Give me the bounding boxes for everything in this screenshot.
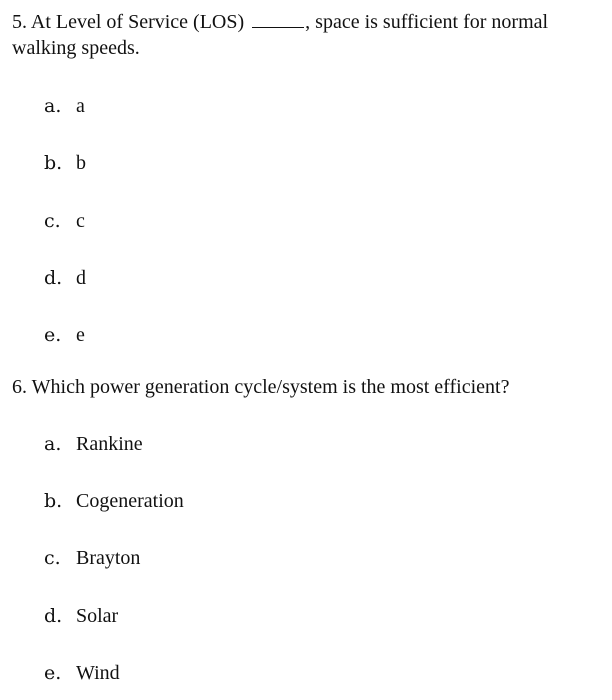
q5-option-c[interactable] xyxy=(44,208,85,234)
q6-option-e-letter: e. xyxy=(44,662,62,684)
q6-option-a-text: Rankine xyxy=(76,433,143,455)
q5-option-b-text: b xyxy=(76,152,86,174)
q5-option-b[interactable] xyxy=(44,150,86,176)
q6-option-c-letter: c. xyxy=(44,547,61,569)
q5-option-d-letter: d. xyxy=(44,267,63,289)
q5-option-d-text: d xyxy=(76,267,86,289)
q6-option-d-letter: d. xyxy=(44,605,63,627)
q5-option-d[interactable] xyxy=(44,265,86,291)
question-5-text-before-blank: 5. At Level of Service (LOS) xyxy=(12,11,250,33)
q5-option-c-letter: c. xyxy=(44,210,61,232)
q5-option-e[interactable] xyxy=(44,322,85,348)
q6-option-e[interactable] xyxy=(44,660,120,686)
q6-option-d[interactable] xyxy=(44,603,118,629)
q5-option-a[interactable] xyxy=(44,93,85,119)
q6-option-b-letter: b. xyxy=(44,490,63,512)
q6-option-a[interactable] xyxy=(44,431,143,457)
q5-option-e-letter: e. xyxy=(44,324,62,346)
q6-option-b[interactable] xyxy=(44,488,184,514)
question-6-prompt: 6. Which power generation cycle/system is the most efficient? xyxy=(12,376,510,398)
q5-option-a-letter: a. xyxy=(44,95,62,117)
question-5-prompt xyxy=(12,9,608,61)
q5-option-b-letter: b. xyxy=(44,152,63,174)
q6-option-a-letter: a. xyxy=(44,433,62,455)
q6-option-e-text: Wind xyxy=(76,662,120,684)
question-5-text-after-blank: , space is sufficient for normal walking speeds. xyxy=(12,11,549,59)
q6-option-d-text: Solar xyxy=(76,605,119,627)
q5-option-e-text: e xyxy=(76,324,85,346)
q6-option-c[interactable] xyxy=(44,545,140,571)
q6-option-b-text: Cogeneration xyxy=(76,490,184,512)
fill-in-blank xyxy=(252,13,304,28)
q5-option-a-text: a xyxy=(76,95,85,117)
q6-option-c-text: Brayton xyxy=(76,547,141,569)
q5-option-c-text: c xyxy=(76,210,85,232)
